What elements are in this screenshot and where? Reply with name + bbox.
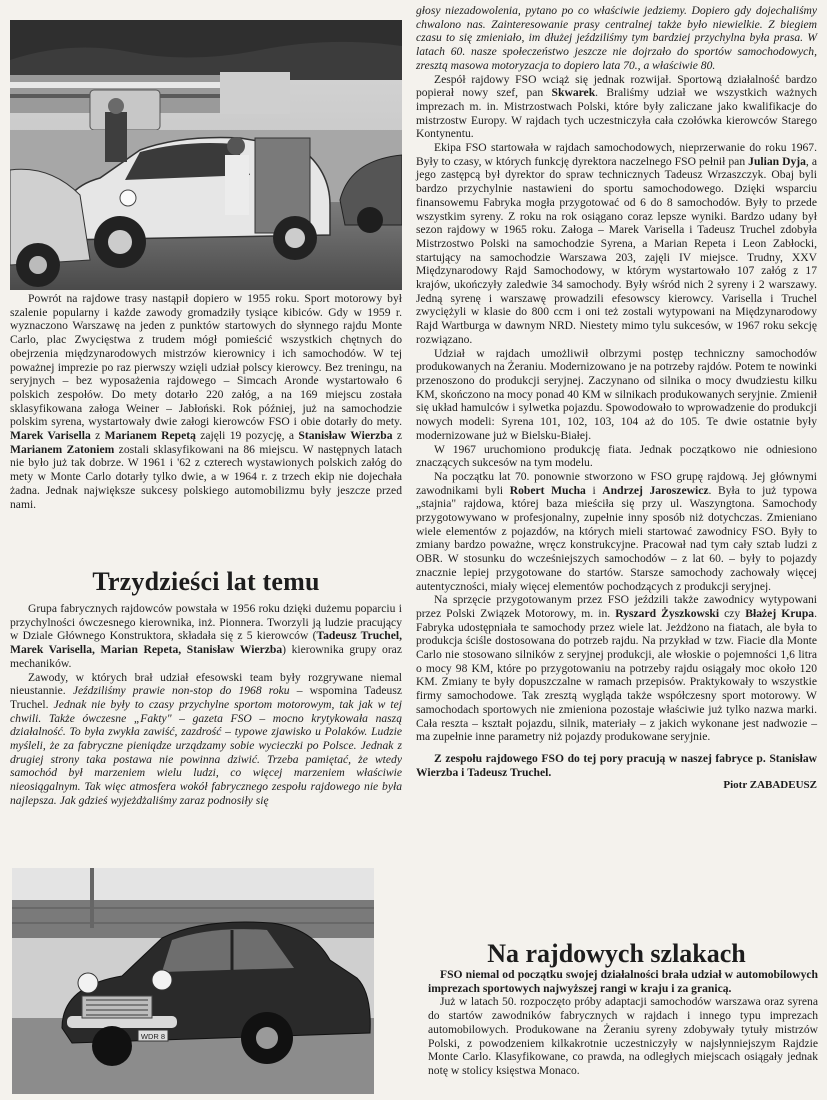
left-column-intro xyxy=(10,292,402,511)
text: czy xyxy=(719,606,746,620)
paragraph-fiat-production: W 1967 uruchomiono produkcję fiata. Jednak początkowo nie odniesiono znaczących sukcesów na tym modelu. xyxy=(416,442,817,470)
paragraph-technical-progress: Udział w rajdach umożliwił olbrzymi postęp techniczny samochodów produkowanych na Żeraniu. Modernizowano je na potrzeby rajdów. Potem te nowinki przenoszono do produkcji seryjnej. Zaczynano od silnika o mocy dwudziestu kilku KM, skończono na mocy ponad 40 KM w silnikach produkowanych seryjnie. Zmienił się układ hamulców i sylwetka pojazdu. Spowodowało to wprowadzenie do produkcji nowych modeli: Syrena 101, 102, 103, 104 aż do 105. Te dwie ostatnie były modernizowane już w Bielsku-Białej. xyxy=(416,346,817,442)
name: Marianem Repetą xyxy=(104,429,196,443)
paragraph-quote-continued: głosy niezadowolenia, pytano po co właściwie jedziemy. Dopiero gdy dojechaliśmy chwalono nas. Zainteresowanie prasy centralnej także było niewielkie. Z biegiem czasu to się zmieniało, im dłużej jeździliśmy tym bardziej przychylna była prasa. W latach 60. nasze społeczeństwo jeszcze nie dojrzało do sportów samochodowych, zresztą masowa motoryzacja to dopiero lata 70., a właściwie 80. xyxy=(416,4,817,72)
paragraph-fso-rally-team xyxy=(416,141,817,347)
paragraph-pzm-drivers xyxy=(416,593,817,744)
text: – wspomina Tadeusz Truchel. xyxy=(10,684,402,711)
closing-note: Z zespołu rajdowego FSO do tej pory pracują w naszej fabryce p. Stanisław Wierzba i Tadeusz Truchel. xyxy=(416,751,817,779)
name: Marianem Zatoniem xyxy=(10,442,115,456)
name: Błażej Krupa xyxy=(745,606,815,620)
driver-names: Tadeusz Truchel, Marek Varisella, Marian Repeta, Stanisław Wierzba xyxy=(10,629,403,657)
text: Na sprzęcie przygotowanym przez FSO jeździli także zawodnicy wytypowani przez Polski Związek Motorowy, m. in. xyxy=(416,593,817,620)
text: ) kierownika grupy oraz mechaników. xyxy=(10,643,402,670)
section-heading-thirty-years-ago: Trzydzieści lat temu xyxy=(92,567,320,596)
text: Zespół rajdowy FSO wciąż się jednak rozwijał. Sportową działalność bardzo popierał nowy szef, pan xyxy=(416,72,817,100)
text: Grupa fabrycznych rajdowców powstała w 1956 roku dzięki dużemu poparciu i przychylności ówczesnego kierownika, inż. Pionnera. Tworzyli ją ludzie pracujący w Dziale Głównego Konstruktora, składała się z 5 kierowców ( xyxy=(10,602,402,643)
photo-warszawa-car xyxy=(12,868,374,1094)
paragraph-intro xyxy=(10,292,402,511)
section-heading-rally-trails: Na rajdowych szlakach xyxy=(487,939,746,968)
left-column-team xyxy=(10,602,402,808)
right-column xyxy=(416,4,817,793)
quote: Jednak nie były to czasy przychylne sportom motorowym, tak jak w tej chwili. Także ówczesne „Fakty" – gazeta FSO – mocno krytykowała naszą działalność. To była zwykła zawiść, zazdrość – typowe zjawisko u Polaków. Ludzie myśleli, że za fabryczne pieniądze urządzamy sobie wycieczki po Polsce. Jednak z drugiej strony taka postawa nie powinna dziwić. Trzeba pamiętać, że wtedy samochód był marzeniem wielu ludzi, co więcej marzeniem właściwie nieosiągalnym. Tak więc atmosfera wokół fabrycznego zespołu rajdowego nie była najlepsza. Jak gdzieś wyjeżdżaliśmy zaraz podnosiły się xyxy=(10,697,402,807)
quote: Jeździliśmy prawie non-stop do 1968 roku xyxy=(72,684,290,698)
name: Andrzej Jaroszewicz xyxy=(602,483,709,497)
text: Zawody, w których brał udział efesowski team były rozgrywane niemal nieustannie. xyxy=(10,670,402,698)
text: i xyxy=(585,483,603,497)
text: zajęli 19 pozycję, a xyxy=(195,429,299,443)
text: , a jego zastępcą był dyrektor do spraw technicznych Tadeusz Wrzaszczyk. Obaj byli bardzo przychylnie nastawieni do sportu samochodowego. Dzięki wsparciu finansowemu Fabryka mogła przygotować od 6 do 8 samochodów. Były to przede wszystkim syreny. Z roku na rok osiągano coraz lepsze wyniki. Bardzo udany był sezon rajdowy w 1965 roku. Załoga – Marek Varisella i Tadeusz Truchel zdobyła Mistrzostwo Polski na samochodzie Syrena, a Marian Repeta i Leon Zabłocki, startujący na samochodzie Warszawa 203, zajęli IV miejsce. Trudny, XXV Międzynarodowy Rajd Samochodowy, w którym wystartowało 107 załóg z 17 krajów, ukończyły zaledwie 34 samochody. Były wśród nich 2 syreny i 2 warszawy. Jedną syrenę i warszawę prowadzili efesowscy kierowcy. Varisella i Truchel zwyciężyli w klasie do 800 ccm i oni też zostali wytypowani na Międzynarodowy Rajd Wartburga w dawnym NRD. Niestety mimo tylu sukcesów, w 1967 roku sekcję rozwiązano. xyxy=(416,154,817,346)
name: Julian Dyja xyxy=(748,154,806,168)
author-signature: Piotr ZABADEUSZ xyxy=(723,779,817,792)
text: Na początku lat 70. ponownie stworzono w FSO grupę rajdową. Jej głównymi zawodnikami byli xyxy=(416,469,817,497)
text: Ekipa FSO startowała w rajdach samochodowych, nieprzerwanie do roku 1967. Były to czasy, w których funkcję dyrektora naczelnego FSO pełnił pan xyxy=(416,141,817,168)
text: z xyxy=(392,429,403,443)
license-plate: WDR 8 xyxy=(140,1032,166,1041)
photo-rally-cars-parking xyxy=(10,20,402,290)
name: Skwarek xyxy=(551,86,596,100)
name: Stanisław Wierzba xyxy=(298,429,393,443)
name: Marek Varisella xyxy=(10,429,91,443)
paragraph-team-founding xyxy=(10,602,402,671)
paragraph-team-development xyxy=(416,73,817,142)
text: z xyxy=(90,429,105,443)
name: Ryszard Żyszkowski xyxy=(615,606,720,620)
text: zostali sklasyfikowani na 86 miejscu. W następnych latach nie było już tak dobrze. W 1961 i '62 z czterech wystawionych polskich załóg do mety w Monte Carlo dotarły tylko dwie, a w 1964 r. z trzech ekip nie dojechała żadna. Jednak największe sukcesy polskiego automobilizmu były jeszcze przed nami. xyxy=(10,442,402,511)
text: . Fabryka udostępniała te samochody przez wiele lat. Jeżdżono na fiatach, ale była to produkcja ściśle dostosowana do potrzeb rajdu. Na przykład w tzw. Fiacie dla Monte Carlo nie stosowano silników z seryjnej produkcji, ale włoskie o pojemności 1,6 litra o mocy 98 KM, które po przygotowaniu na potrzeby rajdu osiągały moc około 120 KM. Zmiany te były dopuszczalne w ramach przepisów. Praktykowały to wszystkie firmy samochodowe. Tak zresztą wygląda także współczesny sport motorowy. W samochodach sportowych nie zmieniona pozostaje właściwie już tylko nazwa marki. Cała reszta – kształt pojazdu, silnik, materiały – z jakich wykonane jest nadwozie – ma zupełnie inne parametry niż pojazdy produkowane seryjnie. xyxy=(416,606,817,744)
paragraph-interview xyxy=(10,671,402,808)
text: Powrót na rajdowe trasy nastąpił dopiero w 1955 roku. Sport motorowy był szalenie popularny i każde zawody gromadziły tysiące kibiców. Gdy w 1959 r. wyznaczono Warszawę na jeden z punktów startowych do słynnego rajdu Monte Carlo, plac Zwycięstwa z trudem mógł pomieścić wszystkich chętnych do obejrzenia międzynarodowych mistrzów kierownicy i ich samochodów. W tej poważnej imprezie po raz pierwszy wzięli udział polscy kierowcy. Bez treningu, na seryjnych – bez wyposażenia rajdowego – Simcach Aronde wystartowało 6 polskich zespołów. Do mety dotarło 220 załóg, a na 169 miejscu została sklasyfikowana załoga Weiner – Jabłoński. Rok później, już na samochodzie polskim syrena, wystartowały dwie załogi kierowców FSO i obie dotarły do mety. xyxy=(10,292,402,429)
paragraph-seventies-team xyxy=(416,470,817,593)
text: . Braliśmy udział we wszystkich ważnych imprezach m. in. Mistrzostwach Polski, które były zaliczane jako kwalifikacje do mistrzostw Europy. W rajdach tych uczestniczyła cała czołówka kierowców Starego Kontynentu. xyxy=(416,86,817,141)
rally-trails-article xyxy=(428,968,818,1078)
name: Robert Mucha xyxy=(509,483,586,497)
paragraph-fifties: Już w latach 50. rozpoczęto próby adaptacji samochodów warszawa oraz syrena do startów zawodników fabrycznych w rajdach i innego typu imprezach automobilowych. Produkowane na Żeraniu syreny zdobywały tytuły mistrzów Polski, z powodzeniem kilkakrotnie uczestniczyły w najsłynniejszym Rajdzie Monte Carlo. Klasyfikowane, co prawda, na odległych miejscach osiągały jednak notę w stolicy księstwa Monaco. xyxy=(428,995,818,1077)
text: . Była to już typowa „stajnia" rajdowa, której baza mieściła się przy ul. Waszyngtona. Samochody przygotowywano w profesjonalny, zupełnie inny sposób niż dotychczas. Zmieniano wiele elementów z pojazdów, na których mieli startować zawodnicy FSO. Były to zmiany bardzo poważne, wręcz konstrukcyjne. Pracował nad tym cały sztab ludzi z OBR. W stosunku do wcześniejszych samochodów – z lat 60. – były to pojazdy znacznie lepiej przygotowane do startów. Starsze samochody zachowały więcej autentyczności, miały więcej elementów pochodzących z produkcji seryjnej. xyxy=(416,483,817,593)
lead-paragraph: FSO niemal od początku swojej działalności brała udział w automobilowych imprezach sportowych najwyższej rangi w kraju i za granicą. xyxy=(428,968,818,995)
